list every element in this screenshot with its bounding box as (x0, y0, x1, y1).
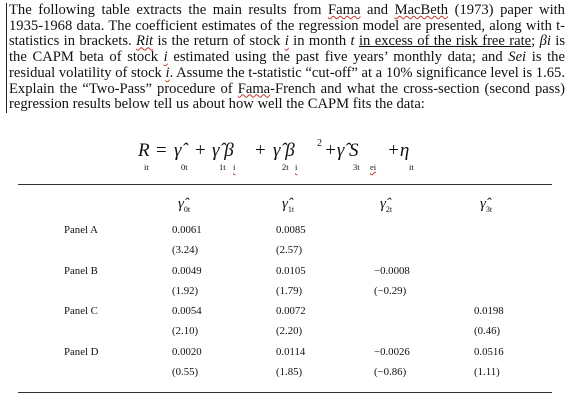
text-segment: ; (531, 33, 540, 50)
panel-label: Panel A (64, 224, 98, 236)
table-bottom-rule (18, 392, 552, 393)
eq-sub: 0t (181, 162, 188, 172)
column-header-gamma0: $\gammâ_{0t}$ (178, 196, 191, 214)
text-segment: is the return of stock (153, 33, 285, 50)
text-segment: in month (288, 33, 351, 50)
text-segment: . Assume the t-statistic “cut-off” at a 10% significance level is 1.65. Explain the “Two-Pass” procedure of (9, 64, 565, 97)
tstat-cell: (0.46) (474, 325, 501, 337)
i-symbol: i (284, 33, 289, 50)
tstat-cell: (3.24) (172, 244, 199, 256)
tstat-cell: (2.10) (172, 325, 199, 337)
eq-gamma3-s: +γ̂ S (324, 140, 359, 161)
eq-sub: ei (370, 162, 377, 172)
eq-sub: 3t (353, 162, 360, 172)
tstat-cell: (1.11) (474, 366, 500, 378)
eq-gamma0: γ̂ (174, 140, 182, 161)
t-symbol: t (350, 33, 355, 50)
tstat-cell: (1.85) (276, 366, 303, 378)
eq-R: R (138, 140, 150, 161)
fama-word: Fama (328, 2, 361, 18)
table-top-rule (18, 184, 552, 185)
i-symbol: i (165, 64, 170, 81)
eq-sub: it (144, 162, 149, 172)
text-segment: (1973) paper with 1935-1968 data. The coefficient estimates of the regression model are presented, along with t-statistics in brackets. (9, 2, 565, 50)
eq-sub: 1t (219, 162, 226, 172)
coef-cell: 0.0105 (276, 265, 306, 277)
coef-cell: 0.0061 (172, 224, 202, 236)
column-header-gamma2: $\gammâ_{2t}$ (380, 196, 393, 214)
text-segment: is the residual volatility of stock (9, 49, 565, 81)
tstat-cell: (2.20) (276, 325, 303, 337)
eq-plus: + (255, 140, 266, 161)
tstat-cell: (−0.29) (374, 285, 407, 297)
eq-sub: 2t (282, 162, 289, 172)
coef-cell: 0.0020 (172, 346, 202, 358)
tstat-cell: (0.55) (172, 366, 199, 378)
tstat-cell: (2.57) (276, 244, 303, 256)
panel-label: Panel D (64, 346, 99, 358)
regression-equation (138, 138, 538, 176)
sei-symbol: Sei (508, 49, 527, 66)
eq-plus: + (195, 140, 206, 161)
macbeth-word: MacBeth (394, 2, 449, 18)
question-paragraph (6, 3, 565, 113)
column-header-gamma3: $\gammâ_{3t}$ (480, 196, 493, 214)
tstat-cell: (−0.86) (374, 366, 407, 378)
fama-word: Fama (237, 80, 271, 97)
eq-equals: = (156, 140, 167, 161)
coef-cell: 0.0114 (276, 346, 306, 358)
tstat-cell: (1.79) (276, 285, 303, 297)
coef-cell: 0.0054 (172, 305, 202, 317)
coef-cell: 0.0049 (172, 265, 202, 277)
eq-sub: it (409, 162, 414, 172)
column-header-gamma1: $\gammâ_{1t}$ (282, 196, 295, 214)
i-symbol: i (163, 49, 168, 66)
panel-label: Panel B (64, 265, 98, 277)
coef-cell: 0.0085 (276, 224, 306, 236)
beta-symbol: βi (539, 33, 551, 50)
text-segment: estimated using the past five years’ monthly data; and (167, 49, 509, 66)
coef-cell: 0.0198 (474, 305, 504, 317)
eq-eta: +η (387, 140, 410, 161)
rit-symbol: Rit (136, 33, 154, 50)
eq-gamma1-beta: γ̂ β (212, 140, 234, 161)
eq-sub: i (295, 162, 298, 172)
eq-gamma2-beta: γ̂ β (273, 140, 295, 161)
coef-cell: −0.0008 (374, 265, 410, 277)
tstat-cell: (1.92) (172, 285, 199, 297)
eq-sub: i (233, 162, 236, 172)
text-segment: -French and what the cross-section (second pass) regression results below tell us about how well the CAPM fits the data: (9, 80, 565, 113)
panel-label: Panel C (64, 305, 98, 317)
text-segment: The following table extracts the main results from (9, 2, 328, 18)
coef-cell: 0.0072 (276, 305, 306, 317)
text-segment: and (360, 2, 395, 18)
text-segment: is the CAPM beta of stock (9, 33, 566, 66)
coef-cell: −0.0026 (374, 346, 410, 358)
excess-phrase: in excess of the risk free rate (359, 33, 532, 50)
eq-square: 2 (317, 138, 322, 149)
coef-cell: 0.0516 (474, 346, 504, 358)
